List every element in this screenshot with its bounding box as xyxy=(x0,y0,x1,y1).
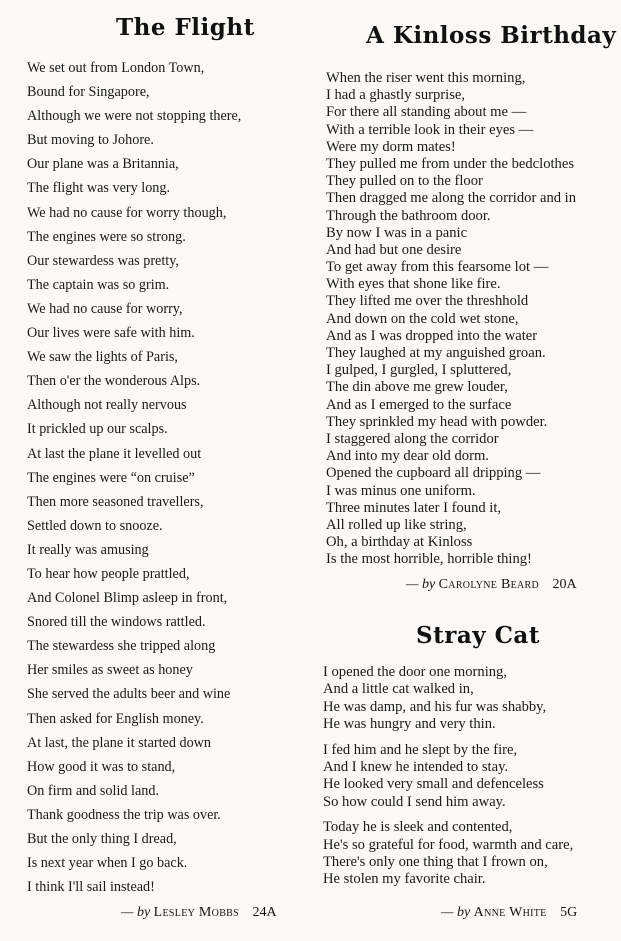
poem-line: Is the most horrible, horrible thing! xyxy=(326,551,532,568)
flight-poem-body xyxy=(27,56,241,899)
poem-line: He looked very small and defenceless xyxy=(323,776,544,793)
poem-line: To get away from this fearsome lot — xyxy=(326,259,549,276)
poem-line: We saw the lights of Paris, xyxy=(27,349,178,366)
poem-line: I opened the door one morning, xyxy=(323,664,507,680)
poem-line: Oh, a birthday at Kinloss xyxy=(326,534,473,551)
poem-line: Then dragged me along the corridor and in xyxy=(326,190,577,207)
poem-line: Then o'er the wonderous Alps. xyxy=(27,373,201,390)
stray-cat-title: Stray Cat xyxy=(416,622,540,649)
poem-line: And down on the cold wet stone, xyxy=(326,310,519,327)
poem-line: With a terrible look in their eyes — xyxy=(326,121,534,138)
poem-line: They pulled me from under the bedclothes xyxy=(326,155,575,172)
poem-line: They lifted me over the threshhold xyxy=(326,293,529,310)
poem-line: And into my dear old dorm. xyxy=(326,448,489,465)
poem-line: I was minus one uniform. xyxy=(326,482,476,499)
poem-line: Three minutes later I found it, xyxy=(326,499,502,516)
author-name: Carolyne Beard xyxy=(438,577,540,592)
poem-line: Were my dorm mates! xyxy=(326,138,456,155)
poem-line: But moving to Johore. xyxy=(27,132,154,149)
poem-line: We had no cause for worry, xyxy=(27,300,183,317)
poem-line: Our lives were safe with him. xyxy=(27,325,195,342)
poem-line: I gulped, I gurgled, I spluttered, xyxy=(326,362,512,379)
poem-line: Thank goodness the trip was over. xyxy=(27,806,221,823)
poem-line: The din above me grew louder, xyxy=(326,379,508,396)
poem-line: He was hungry and very thin. xyxy=(323,716,496,733)
poem-line: And as I emerged to the surface xyxy=(326,396,512,413)
poem-line: The stewardess she tripped along xyxy=(27,638,216,655)
poem-line: For there all standing about me — xyxy=(326,104,527,121)
byline-prefix: — by xyxy=(406,577,436,592)
poem-line: They sprinkled my head with powder. xyxy=(326,413,548,430)
poem-line: Then more seasoned travellers, xyxy=(27,493,204,510)
poem-line: They pulled on to the floor xyxy=(326,173,483,190)
author-name: Lesley Mobbs xyxy=(153,905,240,920)
poem-line: He stolen my favorite chair. xyxy=(323,871,486,888)
poem-line: Bound for Singapore, xyxy=(27,84,150,101)
poem-line: We set out from London Town, xyxy=(27,60,205,76)
poem-line: How good it was to stand, xyxy=(27,758,176,775)
poem-line: The flight was very long. xyxy=(27,180,171,197)
stray-cat-poem-body xyxy=(323,664,573,889)
poem-line: Settled down to snooze. xyxy=(27,517,163,534)
stanza-gap xyxy=(323,734,573,742)
poem-line: With eyes that shone like fire. xyxy=(326,276,501,293)
stray-cat-byline xyxy=(441,905,577,921)
poem-line: And I knew he intended to stay. xyxy=(323,758,509,775)
poem-line: I staggered along the corridor xyxy=(326,430,499,447)
flight-title: The Flight xyxy=(116,14,255,41)
byline-prefix: — by xyxy=(121,905,151,920)
author-form: 24A xyxy=(252,905,277,920)
poem-line: But the only thing I dread, xyxy=(27,831,177,847)
poem-line: Although not really nervous xyxy=(27,397,187,414)
poem-line: I fed him and he slept by the fire, xyxy=(323,741,518,758)
poem-line: Opened the cupboard all dripping — xyxy=(326,465,541,482)
poem-line: It prickled up our scalps. xyxy=(27,421,168,438)
birthday-byline xyxy=(406,577,577,593)
poem-line: And Colonel Blimp asleep in front, xyxy=(27,590,228,607)
poem-line: Through the bathroom door. xyxy=(326,207,491,224)
poem-line: It really was amusing xyxy=(27,541,149,558)
poem-line: Although we were not stopping there, xyxy=(27,108,242,125)
birthday-title: A Kinloss Birthday xyxy=(366,22,617,49)
poem-line: We had no cause for worry though, xyxy=(27,204,227,221)
poem-line: To hear how people prattled, xyxy=(27,565,190,582)
poem-line: They laughed at my anguished groan. xyxy=(326,345,546,361)
poem-line: The engines were so strong. xyxy=(27,228,186,245)
flight-byline xyxy=(121,905,277,921)
author-form: 20A xyxy=(552,577,577,592)
poem-line: Snored till the windows rattled. xyxy=(27,614,206,631)
poem-line: So how could I send him away. xyxy=(323,793,506,810)
poem-line: He was damp, and his fur was shabby, xyxy=(323,698,547,715)
poem-line: Our stewardess was pretty, xyxy=(27,252,179,269)
author-name: Anne White xyxy=(473,905,547,920)
poem-line: Is next year when I go back. xyxy=(27,855,188,872)
poem-line: And had but one desire xyxy=(326,241,462,258)
author-form: 5G xyxy=(560,905,578,920)
poem-line: She served the adults beer and wine xyxy=(27,686,231,703)
poem-line: Our plane was a Britannia, xyxy=(27,156,179,173)
poem-line: And a little cat walked in, xyxy=(323,681,474,698)
poem-line: The engines were “on cruise” xyxy=(27,469,195,486)
poem-line: Her smiles as sweet as honey xyxy=(27,662,193,679)
poem-line: I had a ghastly surprise, xyxy=(326,87,466,104)
byline-prefix: — by xyxy=(441,905,471,920)
poem-line: At last, the plane it started down xyxy=(27,734,212,751)
poem-line: When the riser went this morning, xyxy=(326,70,526,86)
poem-line: Then asked for English money. xyxy=(27,710,204,727)
poem-line: On firm and solid land. xyxy=(27,782,160,799)
poem-line: And as I was dropped into the water xyxy=(326,327,538,344)
poem-line: At last the plane it levelled out xyxy=(27,445,202,462)
stanza-gap xyxy=(323,811,573,819)
poem-line: I think I'll sail instead! xyxy=(27,879,155,896)
poem-line: By now I was in a panic xyxy=(326,224,468,241)
birthday-poem-body xyxy=(326,70,576,568)
poem-line: All rolled up like string, xyxy=(326,516,467,533)
poem-line: There's only one thing that I frown on, xyxy=(323,853,548,870)
poem-line: Today he is sleek and contented, xyxy=(323,819,513,836)
poem-line: He's so grateful for food, warmth and care, xyxy=(323,836,574,853)
poem-line: The captain was so grim. xyxy=(27,276,170,293)
